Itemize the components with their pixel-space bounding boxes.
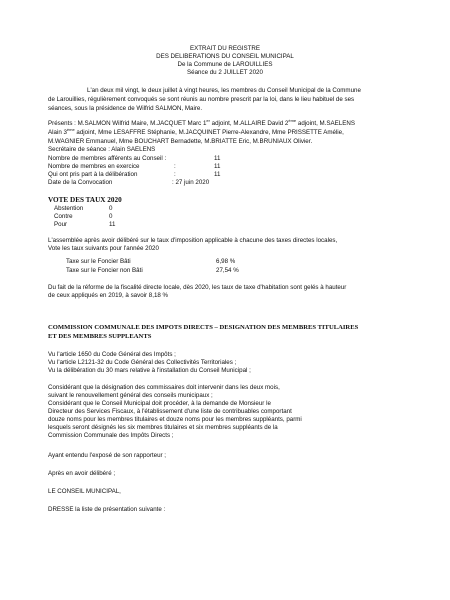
vote-label: Pour [54, 221, 68, 228]
vote-value: 11 [109, 221, 116, 228]
vote-label: Contre [54, 213, 73, 220]
header-deliberations-title: DES DELIBERATIONS DU CONSEIL MUNICIPAL [156, 53, 294, 60]
commission-heading: COMMISSION COMMUNALE DES IMPOTS DIRECTS – DESIGNATION DES MEMBRES TITULAIRES [48, 324, 359, 331]
presents-line: Présents : M.SALMON Wilfrid Maire, M.JACQUET Marc 1er adjoint, M.ALLAIRE David 2ème adjoint, M.SAELENS [48, 117, 355, 127]
header-commune-name: De la Commune de LAROUILLIES [177, 61, 273, 68]
considering-line: douze noms pour les membres titulaires et douze noms pour les membres suppléants, parmi [48, 416, 302, 423]
housing-tax-note: de ceux appliqués en 2019, à savoir 8,18 % [48, 292, 169, 299]
count-colon: : [174, 163, 176, 170]
vote-text: Vote les taux suivants pour l'année 2020 [48, 245, 159, 252]
vote-value: 0 [109, 205, 113, 212]
session-secretary: Secrétaire de séance : Alain SAELENS [48, 146, 156, 153]
presents-line: M.WAGNIER Emmanuel, Mme BOUCHART Bernadette, M.BRIATTE Eric, M.BRUNIAUX Olivier. [48, 138, 313, 145]
considering-line: Considérant que la désignation des commissaires doit intervenir dans les deux mois, [48, 384, 280, 391]
count-label: Nombre de membres en exercice [48, 163, 140, 170]
count-label: Qui ont pris part à la délibération [48, 171, 138, 178]
tax-label: Taxe sur le Foncier non Bâti [66, 267, 143, 274]
report-heard: Ayant entendu l'exposé de son rapporteur ; [48, 452, 167, 459]
commission-heading: ET DES MEMBRES SUPPLEANTS [48, 333, 152, 340]
vote-heading: VOTE DES TAUX 2020 [48, 196, 122, 204]
considering-line: lesquels seront désignés les six membres titulaires et six membres suppléants de la [48, 424, 278, 431]
considering-line: suivant le renouvellement général des conseils municipaux ; [48, 392, 213, 399]
count-colon: : [174, 171, 176, 178]
considering-line: Directeur des Services Fiscaux, à l'établissement d'une liste de contribuables comportant [48, 408, 292, 415]
council-statement: LE CONSEIL MUNICIPAL, [48, 488, 121, 495]
tax-label: Taxe sur le Foncier Bâti [66, 258, 131, 265]
tax-rate: 27,54 % [216, 267, 239, 274]
convocation-date: : 27 juin 2020 [172, 179, 210, 186]
legal-reference: Vu l'article L2121-32 du Code Général des Collectivités Territoriales ; [48, 359, 237, 366]
count-label: Nombre de membres afférents au Conseil : [48, 155, 167, 162]
intro-line: de Larouillies, régulièrement convoqués se sont réunis au nombre prescrit par la loi, dans le lieu habituel de ses [48, 96, 355, 103]
list-statement: DRESSE la liste de présentation suivante : [48, 506, 166, 513]
count-value: 11 [214, 171, 221, 178]
header-session-date: Séance du 2 JUILLET 2020 [187, 69, 263, 76]
after-deliberation: Après en avoir délibéré ; [48, 470, 116, 477]
housing-tax-note: Du fait de la réforme de la fiscalité directe locale, dès 2020, les taux de taxe d'habitation sont gelés à hauteur [48, 284, 347, 291]
header-registry-title: EXTRAIT DU REGISTRE [189, 45, 261, 52]
presents-line: Alain 3ème adjoint, Mme LESAFFRE Stéphanie, M.JACQUINET Pierre-Alexandre, Mme PRISSETTE Amélie, [48, 126, 344, 136]
count-value: 11 [214, 155, 221, 162]
count-label: Date de la Convocation [48, 179, 113, 186]
count-value: 11 [214, 163, 221, 170]
considering-line: Commission Communale des Impôts Directs ; [48, 432, 174, 439]
vote-text: L'assemblée après avoir délibéré sur le taux d'imposition applicable à chacune des taxes directes locales, [48, 237, 338, 244]
legal-reference: Vu la délibération du 30 mars relative à l'installation du Conseil Municipal ; [48, 367, 251, 374]
intro-line: L'an deux mil vingt, le deux juillet à vingt heures, les membres du Conseil Municipal de la Commune [87, 87, 361, 94]
vote-label: Abstention [54, 205, 84, 212]
vote-value: 0 [109, 213, 113, 220]
considering-line: Considérant que le Conseil Municipal doit procéder, à la demande de Monsieur le [48, 400, 271, 407]
intro-line: séances, sous la présidence de Wilfrid SALMON, Maire. [48, 105, 203, 112]
tax-rate: 6,98 % [216, 258, 236, 265]
legal-reference: Vu l'article 1650 du Code Général des Impôts ; [48, 351, 176, 358]
